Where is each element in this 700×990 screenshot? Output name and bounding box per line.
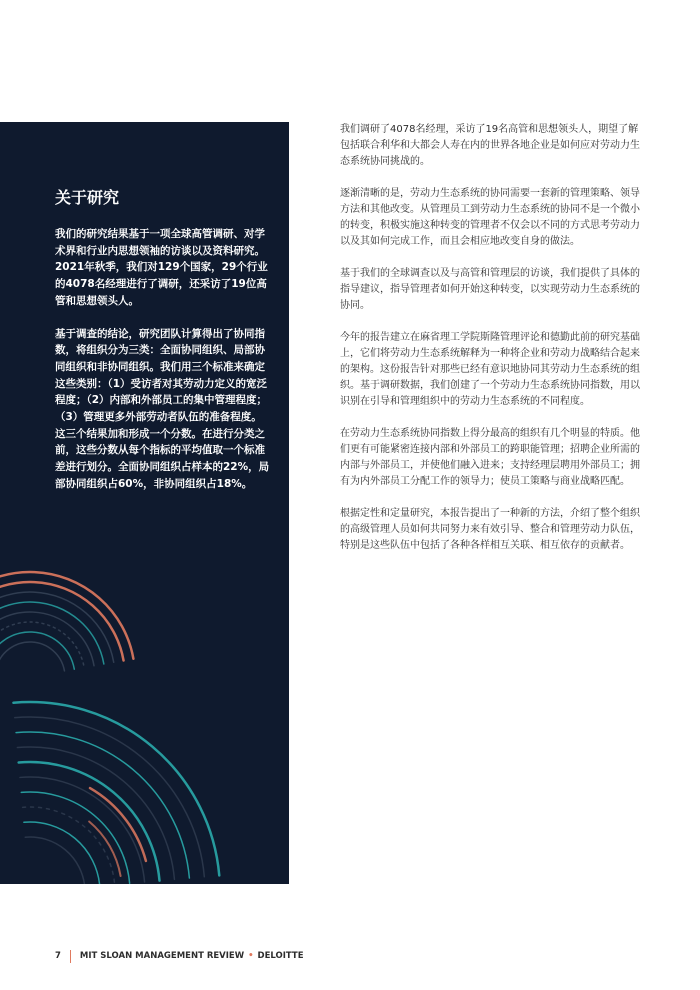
decorative-arc [16,732,189,878]
decorative-arc [0,642,64,671]
panel-title: 关于研究 [55,188,120,207]
decorative-arc [25,837,85,884]
body-paragraph: 基于我们的全球调查以及与高管和管理层的访谈，我们提供了具体的指导建议，指导管理者如何开始这种转变，以实现劳动力生态系统的协同。 [340,268,640,311]
decorative-arc [0,582,124,661]
decorative-arc [15,717,205,877]
body-paragraph: 在劳动力生态系统协同指数上得分最高的组织有几个明显的特质。他们更有可能紧密连接内部和外部员工的跨职能管理；招聘企业所需的内部与外部员工，并使他们融入进来；支持经理层聘用外部员工；拥有为内外部员工分配工作的领导力；使员工策略与商业战略匹配。 [340,428,640,487]
decorative-arc [0,602,104,664]
body-paragraph: 逐渐清晰的是，劳动力生态系统的协同需要一套新的管理策略、领导方法和其他改变。从管理员工到劳动力生态系统的协同不是一个微小的转变，积极实施这种转变的管理者不仅会以不同的方式思考劳动力以及其如何完成工作，而且会相应地改变自身的做法。 [340,188,640,247]
page-number: 7 [55,951,61,961]
publication-name: MIT SLOAN MANAGEMENT REVIEW [79,951,245,961]
footer-divider [70,950,71,963]
about-research-panel [0,122,289,884]
footer-separator: • [248,951,254,961]
partner-name: DELOITTE [257,951,304,961]
page-footer [55,949,304,963]
decorative-arc [89,822,120,877]
decorative-arc [23,807,115,884]
body-paragraph: 根据定性和定量研究，本报告提出了一种新的方法，介绍了整个组织的高级管理人员如何共同努力来有效引导、整合和管理劳动力队伍，特别是这些队伍中包括了各种各样相互关联、相互依存的贡献者。 [340,508,640,551]
main-text-column [340,122,640,570]
panel-paragraph: 我们的研究结果基于一项全球高管调研、对学术界和行业内思想领袖的访谈以及资料研究。2021年秋季，我们对129个国家，29个行业的4078名经理进行了调研，还采访了19位高管和思想领头人。 [55,228,268,307]
body-paragraph: 今年的报告建立在麻省理工学院斯隆管理评论和德勤此前的研究基础上，它们将劳动力生态系统解释为一种将企业和劳动力战略结合起来的架构。这份报告针对那些已经有意识地协同其劳动力生态系统的组织。基于调研数据，我们创建了一个劳动力生态系统协同指数，用以识别在引导和管理组织中的劳动力生态系统的不同程度。 [340,332,640,407]
decorative-arc [13,702,219,875]
panel-paragraph: 基于调查的结论，研究团队计算得出了协同指数，将组织分为三类：全面协同组织、局部协同组织和非协同组织。我们用三个标准来确定这些类别：（1）受访者对其劳动力定义的宽泛程度；（2）内部和外部员工的集中管理程度；（3）管理更多外部劳动者队伍的准备程度。这三个结果加和形成一个分数。在进行分类之前，这些分数从每个指标的平均值取一个标准差进行划分。全面协同组织占样本的22%，局部协同组织占60%，非协同组织占18%。 [55,327,270,490]
decorative-arc [17,747,174,879]
panel-body [55,226,270,509]
decorative-arc [0,572,133,659]
decorative-arc [24,822,100,884]
body-paragraph: 我们调研了4078名经理，采访了19名高管和思想领头人，期望了解包括联合利华和大都会人寿在内的世界各地企业是如何应对劳动力生态系统协同挑战的。 [340,124,640,167]
